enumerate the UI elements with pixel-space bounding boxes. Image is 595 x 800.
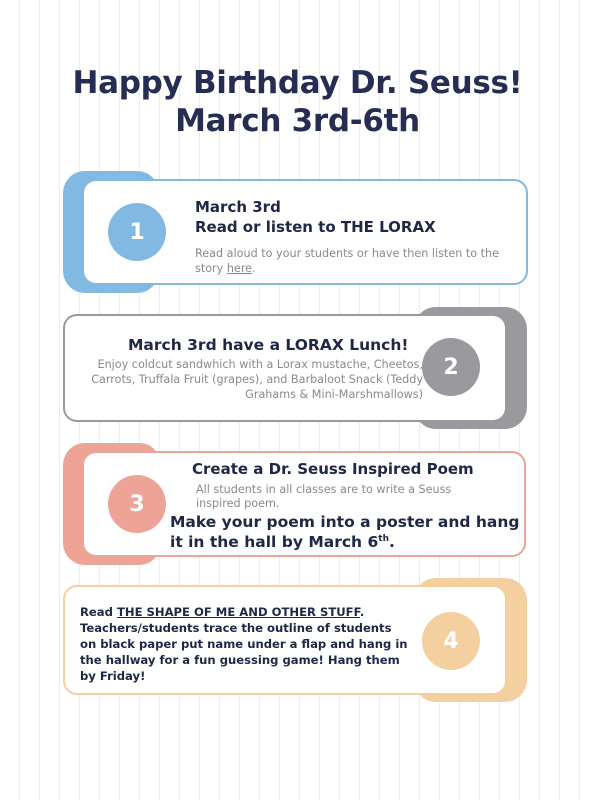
card-3-emphasis [170, 512, 530, 552]
card-3-emphasis-sup: th [378, 533, 389, 544]
card-1-body-end: . [252, 262, 256, 275]
card-3-emphasis-text: Make your poem into a poster and hang it in the hall by March 6 [170, 513, 520, 551]
card-1-body-text: Read aloud to your students or have then listen to the story [195, 247, 499, 275]
card-2-heading: March 3rd have a LORAX Lunch! [128, 336, 409, 354]
step-1-badge: 1 [108, 203, 166, 261]
card-4-body [80, 604, 410, 684]
step-3-badge: 3 [108, 475, 166, 533]
card-4-body-start: Read [80, 605, 117, 619]
card-4-body-text: . Teachers/students trace the outline of students on black paper put name under a flap and hang in the hallway for a fun guessing game! Hang them by Friday! [80, 605, 408, 683]
title-line-1: Happy Birthday Dr. Seuss! [72, 65, 523, 101]
card-2-body: Enjoy coldcut sandwhich with a Lorax mustache, Cheetos, Carrots, Truffala Fruit (grapes), and Barbaloot Snack (Teddy Grahams & Mini-Marshmallows) [91, 358, 423, 401]
page-title [0, 64, 595, 140]
card-3-heading: Create a Dr. Seuss Inspired Poem [192, 460, 474, 478]
card-1-heading-line-2: Read or listen to THE LORAX [195, 218, 436, 236]
step-2-badge: 2 [422, 338, 480, 396]
card-1-heading-line-1: March 3rd [195, 198, 281, 216]
card-1-body [195, 246, 515, 276]
title-line-2: March 3rd-6th [175, 103, 420, 139]
card-3-emphasis-end: . [388, 533, 395, 551]
card-3-body: All students in all classes are to write a Seuss inspired poem. [196, 483, 452, 510]
step-4-badge: 4 [422, 612, 480, 670]
story-link[interactable]: here [226, 262, 253, 275]
card-4-book-title: THE SHAPE OF ME AND OTHER STUFF [116, 605, 360, 619]
